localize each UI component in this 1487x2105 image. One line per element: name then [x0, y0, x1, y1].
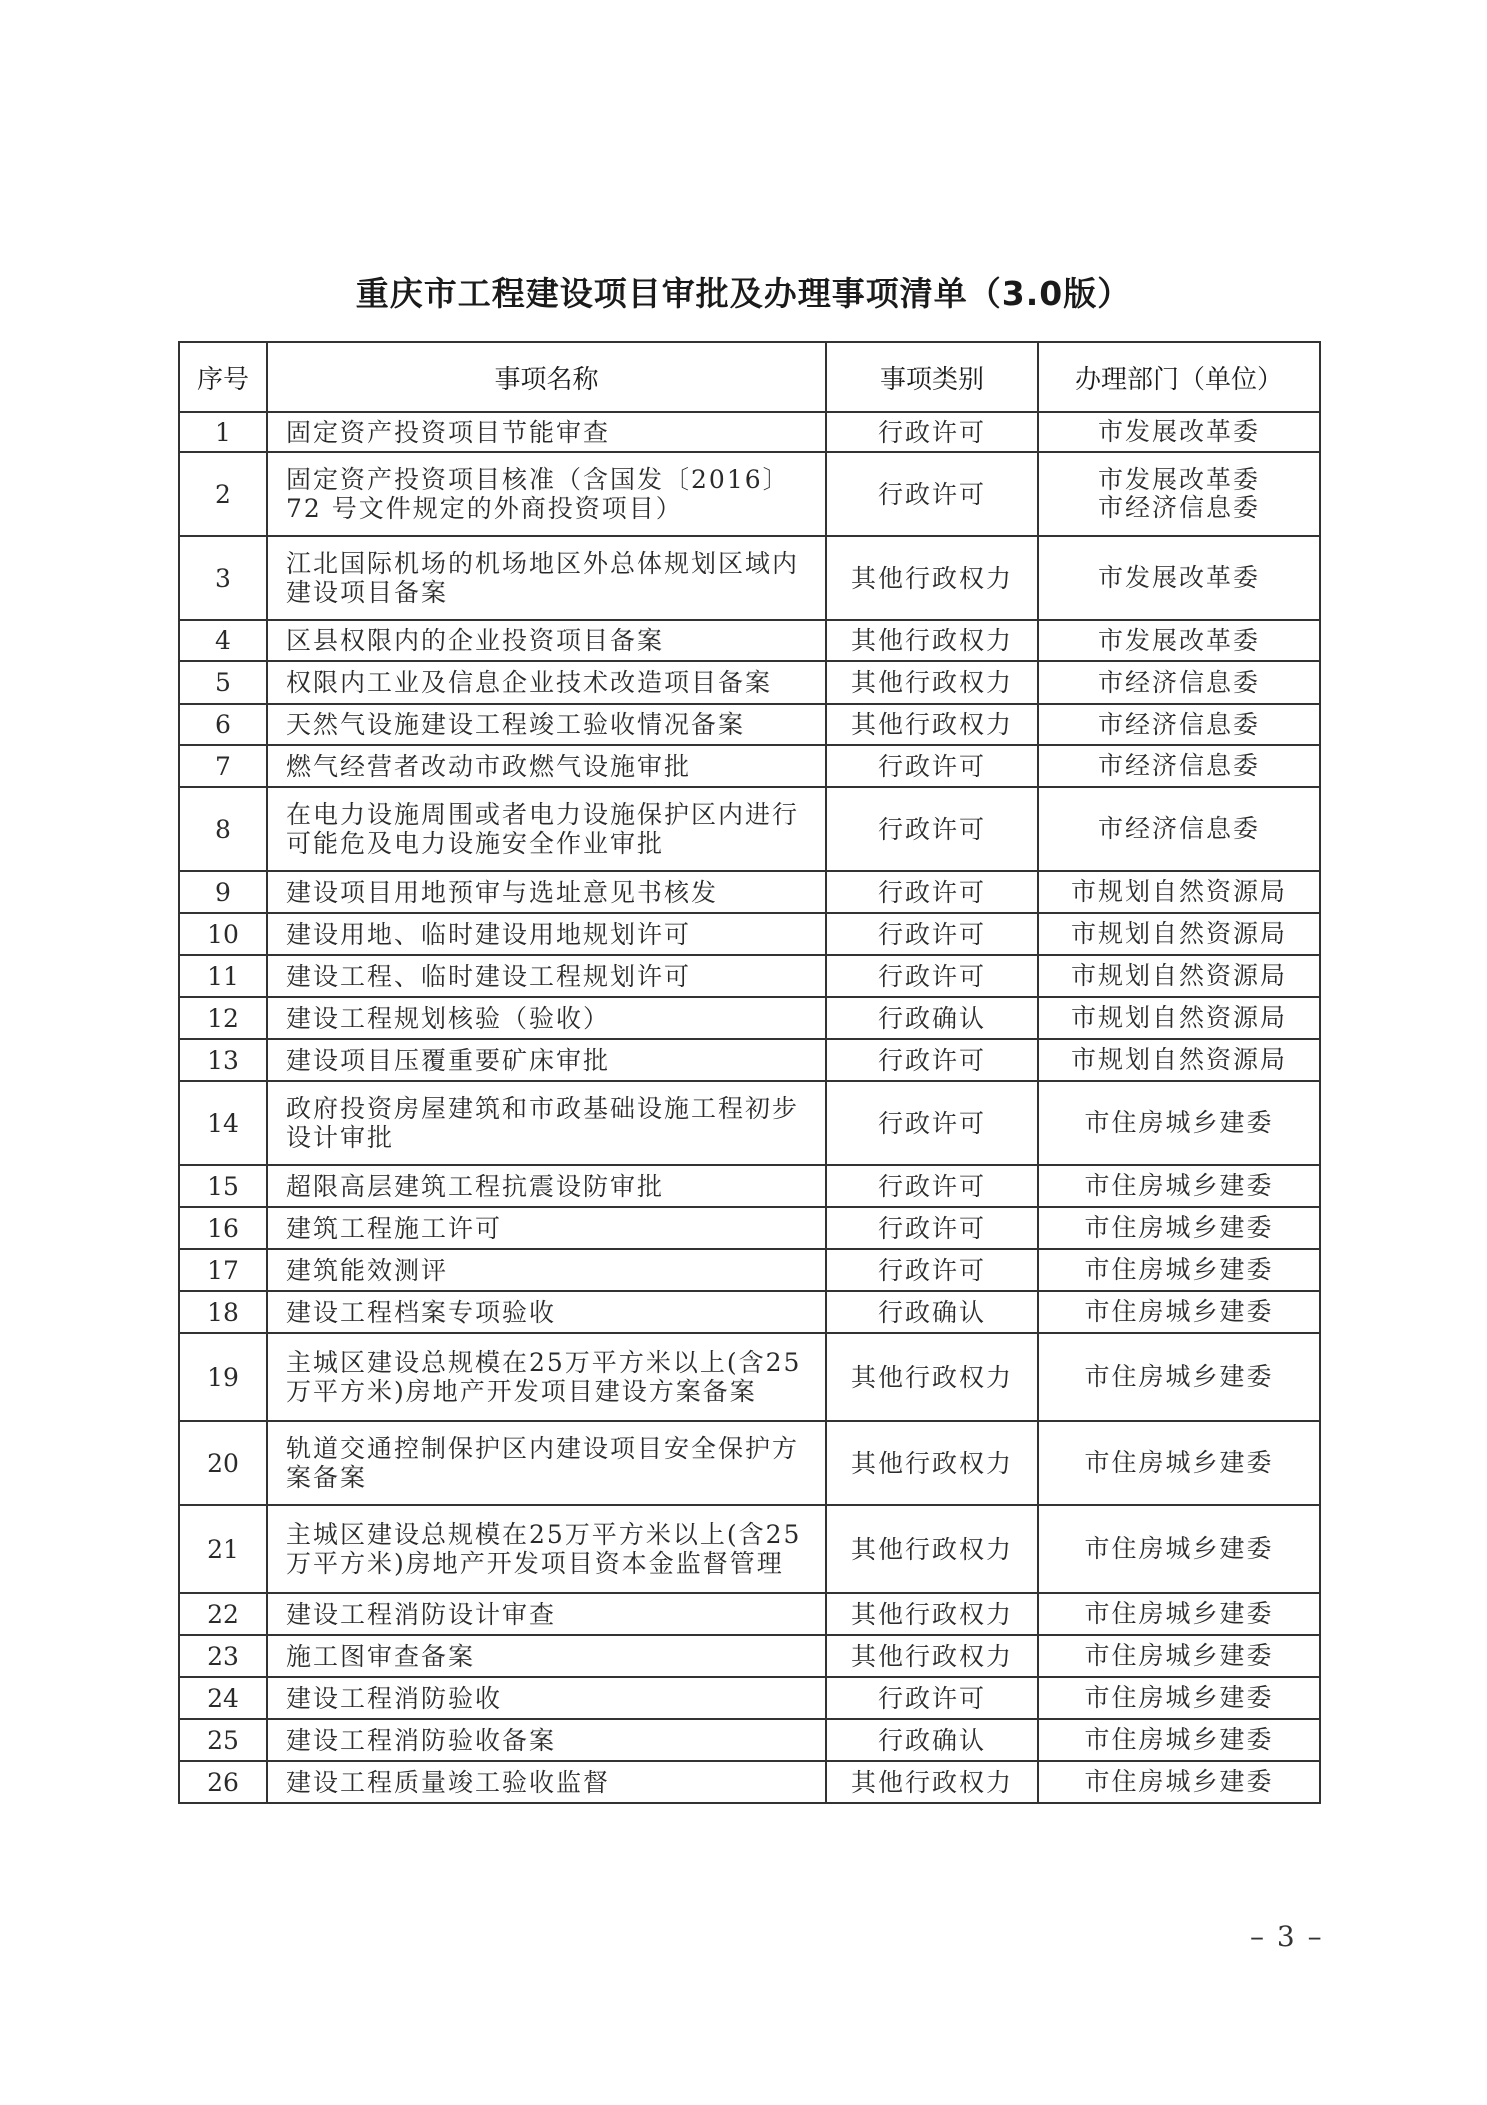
page-number: – 3 – — [1250, 1920, 1324, 1953]
department-name: 市经济信息委 — [1097, 709, 1260, 739]
table-row — [179, 955, 1320, 997]
handling-department — [1038, 704, 1320, 745]
table-row — [179, 1719, 1320, 1761]
matter-name: 建筑能效测评 — [267, 1249, 826, 1291]
department-name: 市发展改革委 — [1097, 563, 1260, 592]
matter-type: 其他行政权力 — [826, 1761, 1038, 1803]
row-number: 22 — [179, 1593, 267, 1635]
department-name: 市住房城乡建委 — [1084, 1213, 1274, 1242]
matters-table — [178, 341, 1321, 1804]
table-row — [179, 1081, 1320, 1165]
department-name: 市规划自然资源局 — [1070, 961, 1287, 990]
matter-type: 行政确认 — [826, 1719, 1038, 1761]
handling-department — [1038, 871, 1320, 913]
matter-name: 建设工程消防设计审查 — [267, 1593, 826, 1635]
department-name: 市经济信息委 — [1097, 493, 1260, 522]
department-name: 市发展改革委 — [1097, 417, 1260, 446]
matter-type: 其他行政权力 — [826, 1593, 1038, 1635]
department-name: 市住房城乡建委 — [1084, 1641, 1274, 1670]
department-name: 市住房城乡建委 — [1084, 1534, 1274, 1563]
matter-type: 行政许可 — [826, 412, 1038, 452]
department-name: 市住房城乡建委 — [1084, 1725, 1274, 1754]
row-number: 1 — [179, 412, 267, 452]
department-name: 市住房城乡建委 — [1084, 1767, 1274, 1796]
department-name: 市规划自然资源局 — [1070, 1003, 1287, 1032]
matter-type: 行政许可 — [826, 1081, 1038, 1165]
handling-department — [1038, 1719, 1320, 1761]
department-name: 市经济信息委 — [1097, 751, 1260, 780]
row-number: 9 — [179, 871, 267, 913]
department-name: 市住房城乡建委 — [1084, 1255, 1274, 1284]
table-row — [179, 1421, 1320, 1505]
handling-department — [1038, 1761, 1320, 1803]
table-row — [179, 412, 1320, 452]
department-name: 市住房城乡建委 — [1084, 1599, 1274, 1628]
handling-department — [1038, 913, 1320, 955]
handling-department — [1038, 1677, 1320, 1719]
handling-department — [1038, 787, 1320, 871]
row-number: 25 — [179, 1719, 267, 1761]
table-header-row — [179, 342, 1320, 412]
matter-name: 权限内工业及信息企业技术改造项目备案 — [267, 661, 826, 704]
table-row — [179, 1291, 1320, 1333]
row-number: 16 — [179, 1207, 267, 1249]
row-number: 15 — [179, 1165, 267, 1207]
header-no: 序号 — [179, 342, 267, 412]
row-number: 26 — [179, 1761, 267, 1803]
department-name: 市发展改革委 — [1097, 625, 1260, 655]
matter-type: 行政许可 — [826, 1207, 1038, 1249]
matter-name: 燃气经营者改动市政燃气设施审批 — [267, 745, 826, 787]
table-row — [179, 1505, 1320, 1593]
handling-department — [1038, 1593, 1320, 1635]
matter-type: 行政许可 — [826, 787, 1038, 871]
handling-department — [1038, 1505, 1320, 1593]
matter-name: 区县权限内的企业投资项目备案 — [267, 620, 826, 661]
table-row — [179, 1333, 1320, 1421]
handling-department — [1038, 452, 1320, 536]
table-row — [179, 620, 1320, 661]
handling-department — [1038, 1165, 1320, 1207]
table-row — [179, 787, 1320, 871]
table-row — [179, 997, 1320, 1039]
department-name: 市住房城乡建委 — [1084, 1171, 1274, 1200]
row-number: 10 — [179, 913, 267, 955]
matter-type: 行政许可 — [826, 913, 1038, 955]
row-number: 18 — [179, 1291, 267, 1333]
row-number: 13 — [179, 1039, 267, 1081]
handling-department — [1038, 1081, 1320, 1165]
matter-name: 建筑工程施工许可 — [267, 1207, 826, 1249]
matter-name: 固定资产投资项目核准（含国发〔2016〕72 号文件规定的外商投资项目） — [267, 452, 826, 536]
matter-type: 其他行政权力 — [826, 704, 1038, 745]
matter-type: 行政许可 — [826, 745, 1038, 787]
row-number: 21 — [179, 1505, 267, 1593]
matter-name: 主城区建设总规模在25万平方米以上(含25万平方米)房地产开发项目建设方案备案 — [267, 1333, 826, 1421]
matter-type: 其他行政权力 — [826, 1421, 1038, 1505]
table-row — [179, 913, 1320, 955]
header-name: 事项名称 — [267, 342, 826, 412]
matter-type: 行政许可 — [826, 1039, 1038, 1081]
table-row — [179, 661, 1320, 704]
handling-department — [1038, 1207, 1320, 1249]
handling-department — [1038, 536, 1320, 620]
matter-type: 行政许可 — [826, 1249, 1038, 1291]
matter-type: 其他行政权力 — [826, 620, 1038, 661]
table-row — [179, 1593, 1320, 1635]
matter-type: 行政许可 — [826, 871, 1038, 913]
table-row — [179, 1677, 1320, 1719]
matter-name: 固定资产投资项目节能审查 — [267, 412, 826, 452]
handling-department — [1038, 997, 1320, 1039]
matter-type: 行政许可 — [826, 955, 1038, 997]
matter-type: 其他行政权力 — [826, 661, 1038, 704]
matter-name: 施工图审查备案 — [267, 1635, 826, 1677]
matter-type: 行政确认 — [826, 997, 1038, 1039]
row-number: 6 — [179, 704, 267, 745]
matter-name: 建设项目压覆重要矿床审批 — [267, 1039, 826, 1081]
handling-department — [1038, 412, 1320, 452]
table-row — [179, 536, 1320, 620]
matter-name: 建设工程消防验收 — [267, 1677, 826, 1719]
department-name: 市住房城乡建委 — [1084, 1362, 1274, 1391]
matter-name: 建设工程质量竣工验收监督 — [267, 1761, 826, 1803]
handling-department — [1038, 1421, 1320, 1505]
handling-department — [1038, 661, 1320, 704]
matter-type: 行政许可 — [826, 452, 1038, 536]
table-row — [179, 1249, 1320, 1291]
department-name: 市发展改革委 — [1097, 465, 1260, 494]
department-name: 市住房城乡建委 — [1084, 1297, 1274, 1326]
matter-name: 天然气设施建设工程竣工验收情况备案 — [267, 704, 826, 745]
matter-name: 政府投资房屋建筑和市政基础设施工程初步设计审批 — [267, 1081, 826, 1165]
table-row — [179, 1165, 1320, 1207]
row-number: 20 — [179, 1421, 267, 1505]
matter-type: 行政许可 — [826, 1677, 1038, 1719]
row-number: 4 — [179, 620, 267, 661]
handling-department — [1038, 620, 1320, 661]
row-number: 3 — [179, 536, 267, 620]
matter-type: 其他行政权力 — [826, 1333, 1038, 1421]
row-number: 12 — [179, 997, 267, 1039]
department-name: 市规划自然资源局 — [1070, 1045, 1287, 1074]
row-number: 24 — [179, 1677, 267, 1719]
table-row — [179, 1207, 1320, 1249]
matter-type: 行政许可 — [826, 1165, 1038, 1207]
row-number: 11 — [179, 955, 267, 997]
row-number: 17 — [179, 1249, 267, 1291]
row-number: 19 — [179, 1333, 267, 1421]
matter-type: 其他行政权力 — [826, 1505, 1038, 1593]
department-name: 市规划自然资源局 — [1070, 877, 1287, 906]
matter-name: 在电力设施周围或者电力设施保护区内进行可能危及电力设施安全作业审批 — [267, 787, 826, 871]
handling-department — [1038, 1333, 1320, 1421]
department-name: 市规划自然资源局 — [1070, 919, 1287, 948]
row-number: 5 — [179, 661, 267, 704]
handling-department — [1038, 1291, 1320, 1333]
row-number: 7 — [179, 745, 267, 787]
row-number: 23 — [179, 1635, 267, 1677]
matter-name: 建设用地、临时建设用地规划许可 — [267, 913, 826, 955]
handling-department — [1038, 1635, 1320, 1677]
handling-department — [1038, 1249, 1320, 1291]
table-row — [179, 871, 1320, 913]
matter-name: 超限高层建筑工程抗震设防审批 — [267, 1165, 826, 1207]
matter-name: 建设项目用地预审与选址意见书核发 — [267, 871, 826, 913]
row-number: 8 — [179, 787, 267, 871]
row-number: 2 — [179, 452, 267, 536]
matter-type: 其他行政权力 — [826, 1635, 1038, 1677]
matter-name: 主城区建设总规模在25万平方米以上(含25万平方米)房地产开发项目资本金监督管理 — [267, 1505, 826, 1593]
department-name: 市经济信息委 — [1097, 667, 1260, 697]
matter-name: 轨道交通控制保护区内建设项目安全保护方案备案 — [267, 1421, 826, 1505]
department-name: 市住房城乡建委 — [1084, 1448, 1274, 1477]
handling-department — [1038, 955, 1320, 997]
handling-department — [1038, 745, 1320, 787]
matter-name: 建设工程消防验收备案 — [267, 1719, 826, 1761]
handling-department — [1038, 1039, 1320, 1081]
table-row — [179, 452, 1320, 536]
row-number: 14 — [179, 1081, 267, 1165]
matter-name: 建设工程档案专项验收 — [267, 1291, 826, 1333]
table-row — [179, 1635, 1320, 1677]
department-name: 市经济信息委 — [1097, 814, 1260, 843]
matter-name: 建设工程、临时建设工程规划许可 — [267, 955, 826, 997]
page-title: 重庆市工程建设项目审批及办理事项清单（3.0版） — [355, 274, 1132, 313]
table-row — [179, 1761, 1320, 1803]
matter-type: 行政确认 — [826, 1291, 1038, 1333]
matter-type: 其他行政权力 — [826, 536, 1038, 620]
header-type: 事项类别 — [826, 342, 1038, 412]
matter-name: 建设工程规划核验（验收） — [267, 997, 826, 1039]
header-dept: 办理部门（单位） — [1038, 342, 1320, 412]
department-name: 市住房城乡建委 — [1084, 1108, 1274, 1137]
matter-name: 江北国际机场的机场地区外总体规划区域内建设项目备案 — [267, 536, 826, 620]
table-row — [179, 1039, 1320, 1081]
table-row — [179, 745, 1320, 787]
department-name: 市住房城乡建委 — [1084, 1683, 1274, 1712]
table-row — [179, 704, 1320, 745]
